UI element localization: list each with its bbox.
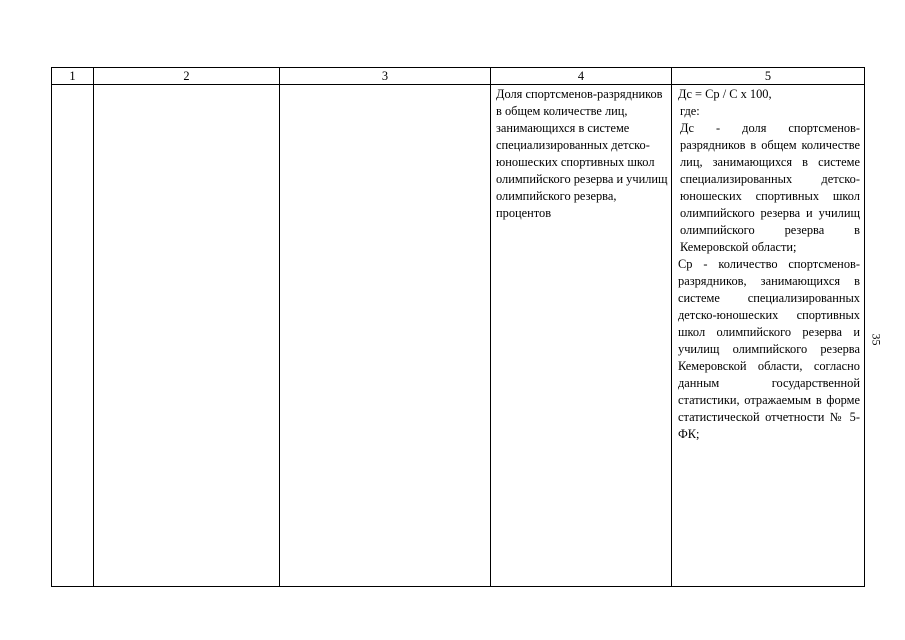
table-row: [52, 85, 865, 587]
definition-dc: Дс - доля спортсменов-разрядников в общем количестве лиц, занимающихся в системе специализированных детско-юношеских спортивных школ олимпийского резерва и училищ олимпийского резерва в Кемеровской области;: [680, 121, 860, 254]
cell-number: [52, 85, 94, 587]
header-col-5: 5: [672, 68, 865, 85]
cell-col-3: [280, 85, 491, 587]
header-col-3: 3: [280, 68, 491, 85]
header-col-4: 4: [491, 68, 672, 85]
header-col-2: 2: [94, 68, 280, 85]
header-col-1: 1: [52, 68, 94, 85]
cell-col-2: [94, 85, 280, 587]
cell-indicator-name: Доля спортсменов-разрядников в общем количестве лиц, занимающихся в системе специализированных детско-юношеских спортивных школ олимпийского резерва и училищ олимпийского резерва, процентов: [491, 85, 672, 587]
cell-calculation-method: [672, 85, 865, 587]
header-row: [52, 68, 865, 85]
page-number: 35: [869, 333, 884, 346]
formula-equation: Дс = Ср / С x 100,: [678, 87, 772, 101]
indicator-table: [51, 67, 865, 587]
definition-sr: Ср - количество спортсменов-разрядников, занимающихся в системе специализированных детско-юношеских спортивных школ олимпийского резерва и училищ олимпийского резерва Кемеровской области, согласно данным государственной статистики, отражаемым в форме статистической отчетности № 5-ФК;: [678, 257, 860, 441]
formula-where: где:: [680, 104, 700, 118]
